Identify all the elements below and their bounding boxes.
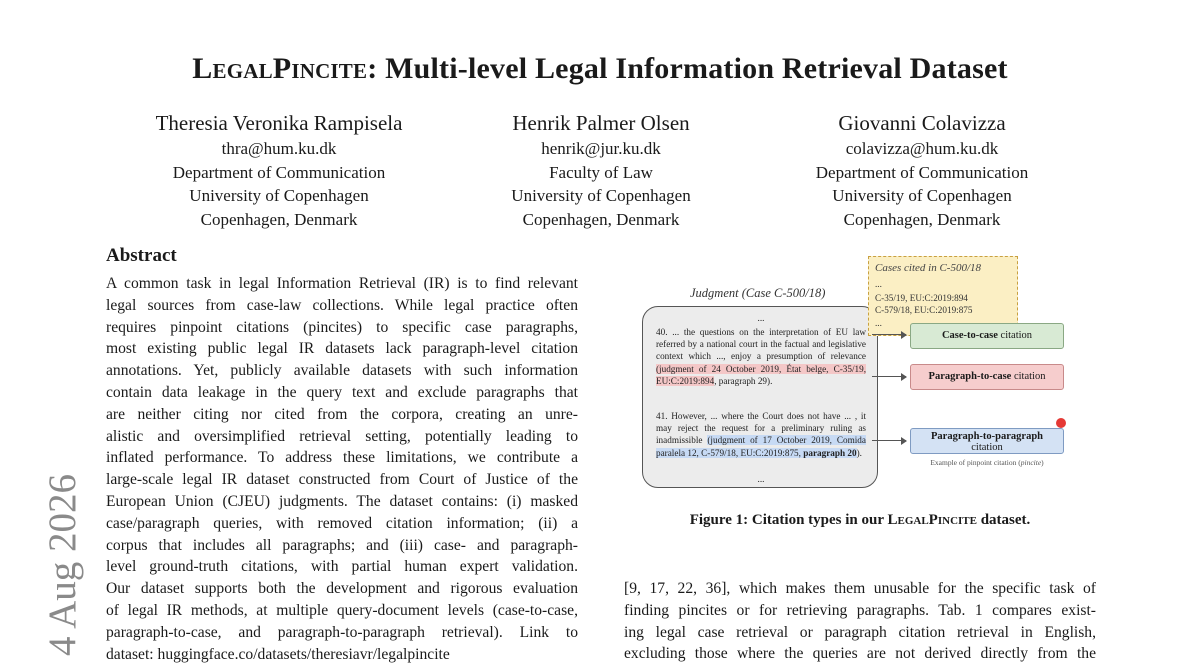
judgment-paragraph-41: [656, 410, 866, 459]
text-line: paragraph-to-case, and paragraph-to-paragraph retrieval). Link to: [106, 623, 578, 641]
author-email: colavizza@hum.ku.dk: [845, 139, 999, 158]
text-line: contain data leakage in the query text and exclude paragraphs that: [106, 383, 578, 401]
judgment-paragraph-40: [656, 326, 866, 387]
tag-p2p-rest: citation: [971, 442, 1003, 453]
text-line: [9, 17, 22, 36], which makes them unusable for the specific task of: [624, 580, 1096, 597]
arxiv-stamp: [34, 466, 104, 656]
text-line: large-scale legal IR dataset constructed from Court of Justice of the: [106, 471, 578, 489]
caption-text: Figure 1: Citation types in our: [689, 512, 888, 528]
author-univ: University of Copenhagen: [189, 186, 369, 205]
author-block-2: [436, 109, 766, 231]
arxiv-date: 4 Aug 2026: [41, 473, 84, 656]
p40-tail: , paragraph 29).: [714, 375, 773, 386]
pincite-note-a: Example of pinpoint citation (: [930, 458, 1021, 467]
paper-title: [0, 52, 1200, 86]
author-loc: Copenhagen, Denmark: [843, 209, 1001, 229]
p40-citation: (judgment of 24 October 2019, État belge, C-35/19, EU:C:2019:894: [656, 363, 866, 386]
title-brand: LegalPincite: [192, 52, 368, 85]
caption-brand: LegalPincite: [887, 512, 977, 528]
abstract-heading: Abstract: [106, 245, 177, 266]
cases-cited-title: Cases cited in C-500/18: [875, 262, 982, 274]
author-email: henrik@jur.ku.dk: [541, 139, 661, 158]
text-line: dataset: huggingface.co/datasets/theresiavr/legalpincite: [106, 645, 450, 663]
caption-tail: dataset.: [976, 512, 1031, 528]
cases-cited-item: C-35/19, EU:C:2019:894: [875, 293, 968, 303]
text-line: finding pincites or for retrieving paragraphs. Tab. 1 compares exist-: [624, 601, 1096, 619]
tag-c2c-rest: citation: [997, 330, 1033, 341]
judgment-label: Judgment (Case C-500/18): [690, 286, 826, 300]
arrow-p2c: [872, 376, 906, 377]
judgment-ellipsis-bottom: ...: [757, 474, 765, 484]
tag-paragraph-to-case: [910, 364, 1064, 390]
p41-cite-text: (judgment of 17 October 2019, Comida paralela 12, C-579/18, EU:C:2019:875,: [656, 435, 866, 458]
text-line: most existing public legal IR datasets lack paragraph-level citation: [106, 340, 578, 358]
text-line: case/paragraph queries, with removed citation information; (ii) a: [106, 514, 578, 532]
p41-pincite: paragraph 20: [803, 447, 857, 458]
tag-case-to-case: [910, 323, 1064, 349]
author-name: Giovanni Colavizza: [838, 111, 1006, 135]
pincite-note-b: ): [1041, 458, 1044, 467]
author-dept: Department of Communication: [172, 162, 386, 182]
text-line: are neither citing nor cited from the corpora, creating an unre-: [106, 405, 578, 423]
cases-cited-item: ...: [875, 279, 882, 289]
text-line: annotations. Yet, publicly available datasets with such information: [106, 362, 578, 380]
pincite-note: [910, 458, 1064, 467]
text-line: of legal IR methods, at multiple query-document levels (case-to-case,: [106, 601, 578, 619]
figure-caption: [624, 512, 1096, 529]
text-line: corpus that includes all paragraphs; and (iii) case- and paragraph-: [106, 536, 578, 554]
tag-p2c-rest: citation: [1011, 371, 1046, 382]
text-line: A common task in legal Information Retrieval (IR) is to find relevant: [106, 275, 578, 292]
judgment-ellipsis-top: ...: [757, 313, 765, 323]
cases-cited-item: C-579/18, EU:C:2019:875: [875, 305, 973, 315]
tag-p2p-bold: Paragraph-to-paragraph: [931, 431, 1043, 442]
text-line: Our dataset supports both the development and rigorous evaluation: [106, 580, 578, 598]
text-line: inflated performance. To address these limitations, we contribute a: [106, 449, 578, 467]
text-line: European Union (CJEU) judgments. The dataset contains: (i) masked: [106, 492, 578, 510]
p41-tail: ).: [856, 447, 862, 458]
author-email: thra@hum.ku.dk: [221, 139, 337, 158]
author-univ: University of Copenhagen: [832, 186, 1012, 205]
text-line: alistic and oversimplified retrieval setting, potentially leading to: [106, 427, 578, 445]
author-loc: Copenhagen, Denmark: [522, 209, 680, 229]
tag-p2c-bold: Paragraph-to-case: [928, 371, 1012, 382]
text-line: requires pinpoint citations (pincites) to specific case paragraphs,: [106, 318, 578, 336]
arrow-p2p: [872, 440, 906, 441]
author-univ: University of Copenhagen: [511, 186, 691, 205]
text-line: ing legal case retrieval or paragraph citation retrieval in English,: [624, 623, 1096, 641]
tag-paragraph-to-paragraph: [910, 428, 1064, 454]
cases-cited-item: ...: [875, 318, 882, 328]
red-dot-marker: [1056, 418, 1066, 428]
author-block-3: [757, 109, 1087, 231]
abstract-body: [106, 273, 578, 663]
author-name: Theresia Veronika Rampisela: [155, 111, 403, 135]
text-line: excluding those where the queries are not derived directly from the: [624, 645, 1096, 663]
right-column-body: [624, 578, 1096, 663]
p40-text: 40. ... the questions on the interpretation of EU law referred by a national court in the factual and legislative context which ..., enjoy a presumption of relevance: [656, 327, 866, 362]
text-line: level ground-truth citations, with partial human expert validation.: [106, 558, 578, 576]
title-rest: : Multi-level Legal Information Retrieval Dataset: [367, 52, 1008, 85]
author-name: Henrik Palmer Olsen: [512, 111, 690, 135]
p41-text: 41. However, ... where the Court does not have ... , it may reject the request for a preliminary ruling as inadmissible: [656, 411, 866, 446]
pincite-note-italic: pincite: [1020, 458, 1042, 467]
text-line: legal sources from case-law collections. While legal practice often: [106, 296, 578, 314]
tag-c2c-bold: Case-to-case: [941, 330, 998, 341]
author-dept: Faculty of Law: [549, 162, 653, 182]
author-loc: Copenhagen, Denmark: [200, 209, 358, 229]
author-block-1: [114, 109, 444, 231]
author-dept: Department of Communication: [815, 162, 1029, 182]
arrow-c2c: [872, 334, 906, 335]
